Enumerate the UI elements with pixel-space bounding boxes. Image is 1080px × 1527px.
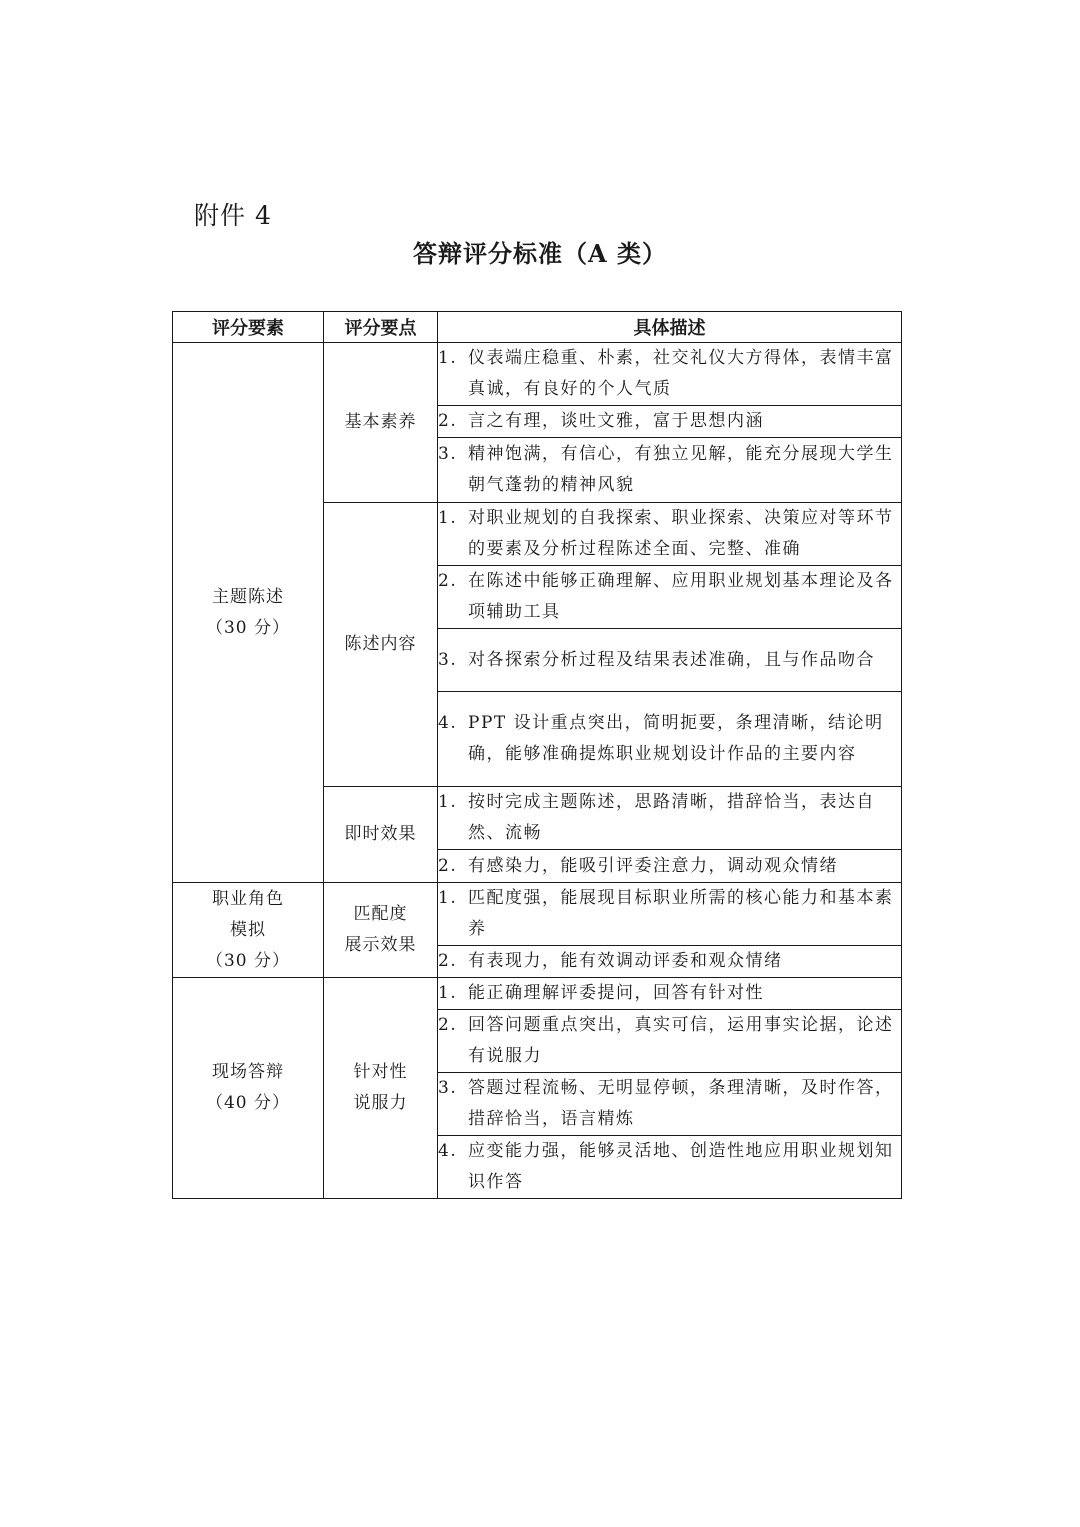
header-element: 评分要素 bbox=[173, 312, 324, 343]
description-cell: 2. 有表现力，能有效调动评委和观众情绪 bbox=[438, 946, 902, 978]
element-cell-topic-statement bbox=[173, 343, 324, 883]
element-label: 职业角色 bbox=[212, 888, 284, 909]
attachment-label: 附件 4 bbox=[194, 201, 272, 230]
point-cell-basic-quality: 基本素养 bbox=[324, 343, 438, 503]
point-cell-statement-content: 陈述内容 bbox=[324, 503, 438, 787]
table-row bbox=[173, 343, 902, 406]
scoring-table bbox=[172, 311, 902, 1199]
point-cell-immediate-effect: 即时效果 bbox=[324, 787, 438, 883]
description-cell: 1. 按时完成主题陈述，思路清晰，措辞恰当，表达自然、流畅 bbox=[438, 787, 902, 850]
description-cell: 1. 匹配度强，能展现目标职业所需的核心能力和基本素养 bbox=[438, 883, 902, 946]
description-cell: 4. PPT 设计重点突出，简明扼要，条理清晰，结论明确，能够准确提炼职业规划设计作品的主要内容 bbox=[438, 692, 902, 787]
description-cell: 3. 答题过程流畅、无明显停顿，条理清晰，及时作答，措辞恰当，语言精炼 bbox=[438, 1073, 902, 1136]
table-row bbox=[173, 883, 902, 946]
table-row bbox=[173, 978, 902, 1010]
element-label-cont: 模拟 bbox=[230, 919, 266, 940]
description-cell: 1. 能正确理解评委提问，回答有针对性 bbox=[438, 978, 902, 1010]
element-score: （30 分） bbox=[205, 617, 291, 638]
description-cell: 2. 言之有理，谈吐文雅，富于思想内涵 bbox=[438, 406, 902, 438]
description-cell: 4. 应变能力强，能够灵活地、创造性地应用职业规划知识作答 bbox=[438, 1136, 902, 1199]
description-cell: 1. 仪表端庄稳重、朴素，社交礼仪大方得体，表情丰富真诚，有良好的个人气质 bbox=[438, 343, 902, 406]
element-label: 现场答辩 bbox=[212, 1062, 284, 1082]
element-cell-role-simulation bbox=[173, 883, 324, 978]
element-score: （40 分） bbox=[205, 1093, 291, 1113]
description-cell: 2. 在陈述中能够正确理解、应用职业规划基本理论及各项辅助工具 bbox=[438, 566, 902, 629]
description-cell: 2. 有感染力，能吸引评委注意力，调动观众情绪 bbox=[438, 850, 902, 883]
description-cell: 3. 精神饱满，有信心，有独立见解，能充分展现大学生朝气蓬勃的精神风貌 bbox=[438, 438, 902, 503]
element-label: 主题陈述 bbox=[212, 586, 284, 607]
element-cell-live-defense bbox=[173, 978, 324, 1199]
description-cell: 2. 回答问题重点突出，真实可信，运用事实论据，论述有说服力 bbox=[438, 1010, 902, 1073]
point-cell-matching: 匹配度 展示效果 bbox=[324, 883, 438, 978]
table-header-row bbox=[173, 312, 902, 343]
description-cell: 1. 对职业规划的自我探索、职业探索、决策应对等环节的要素及分析过程陈述全面、完整、准确 bbox=[438, 503, 902, 566]
element-score: （30 分） bbox=[205, 950, 291, 971]
header-description: 具体描述 bbox=[438, 312, 902, 343]
description-cell: 3. 对各探索分析过程及结果表述准确，且与作品吻合 bbox=[438, 629, 902, 692]
point-cell-persuasiveness: 针对性 说服力 bbox=[324, 978, 438, 1199]
header-point: 评分要点 bbox=[324, 312, 438, 343]
document-title: 答辩评分标准（A 类） bbox=[413, 239, 667, 268]
